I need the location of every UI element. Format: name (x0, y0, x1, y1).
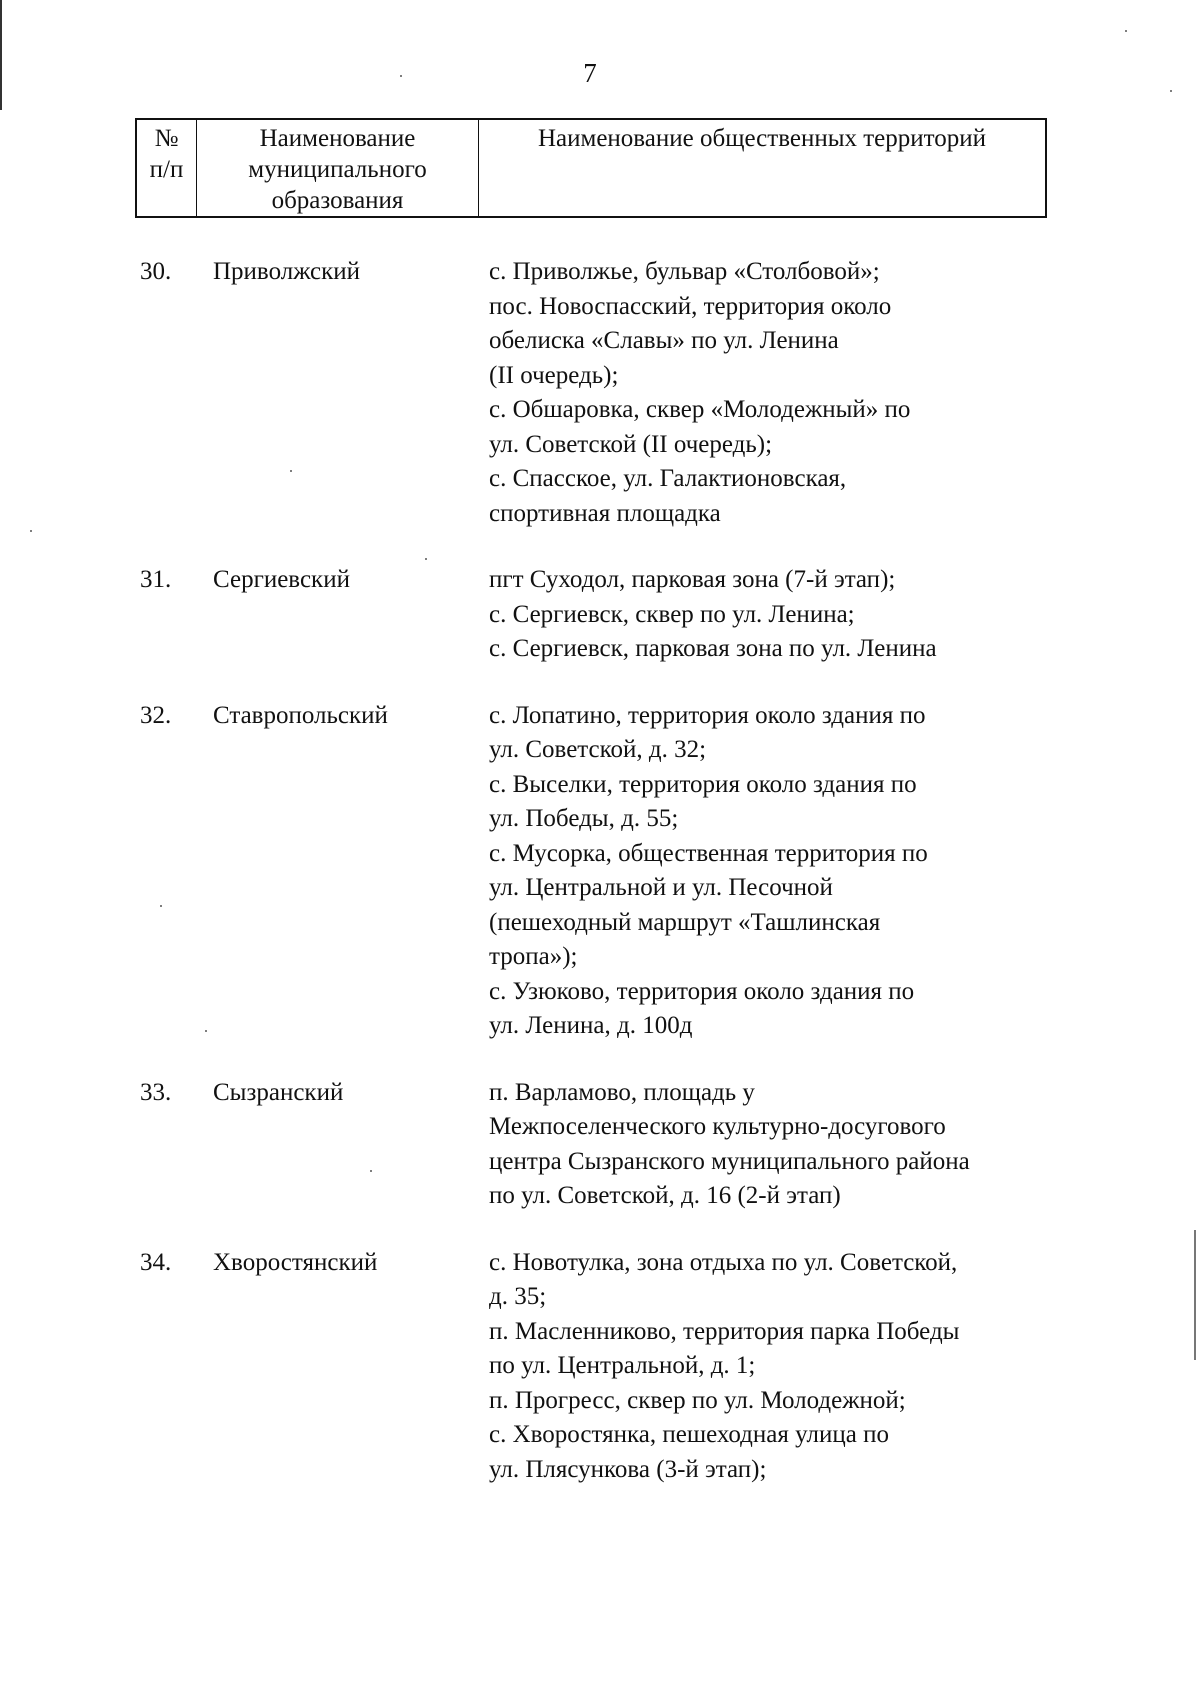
row-number: 31. (140, 566, 172, 593)
row-municipality: Сызранский (213, 1078, 344, 1106)
row-municipality: Сергиевский (213, 566, 350, 593)
scan-speck (30, 530, 32, 532)
territory-line: тропа»); (489, 943, 578, 970)
territory-line: с. Узюково, территория около здания по (489, 977, 915, 1005)
territory-line: ул. Советской, д. 32; (489, 736, 707, 763)
territory-line: обелиска «Славы» по ул. Ленина (489, 327, 839, 354)
territory-line: с. Приволжье, бульвар «Столбовой»; (489, 258, 880, 285)
table-body (0, 255, 1200, 1519)
header-municipality-line: муниципального (248, 156, 427, 183)
territory-line: ул. Центральной и ул. Песочной (489, 874, 833, 901)
row-number: 34. (140, 1248, 172, 1276)
territory-line: п. Варламово, площадь у (489, 1078, 755, 1106)
table-row (0, 1246, 1200, 1488)
row-municipality: Хворостянский (213, 1248, 378, 1276)
territory-line: ул. Победы, д. 55; (489, 805, 679, 832)
territory-line: ул. Ленина, д. 100д (489, 1012, 693, 1039)
header-cell-municipality (196, 120, 478, 216)
scan-speck (370, 1170, 372, 1172)
table-row (0, 1076, 1200, 1214)
table-header (135, 118, 1047, 218)
header-cell-territories (478, 120, 1045, 216)
row-territories (489, 1076, 1089, 1214)
row-municipality: Ставропольский (213, 701, 388, 729)
territory-line: п. Масленниково, территория парка Победы (489, 1317, 960, 1345)
scan-speck (160, 905, 162, 907)
header-municipality-line: образования (271, 187, 404, 214)
territory-line: спортивная площадка (489, 499, 721, 527)
header-territories-line: Наименование общественных территорий (537, 125, 987, 152)
territory-line: с. Сергиевск, сквер по ул. Ленина; (489, 600, 855, 628)
scan-edge (0, 0, 2, 110)
territory-line: ул. Советской (II очередь); (489, 430, 773, 458)
territory-line: с. Сергиевск, парковая зона по ул. Ленина (489, 635, 937, 662)
territory-line: по ул. Советской, д. 16 (2-й этап) (489, 1182, 841, 1209)
territory-line: (пешеходный маршрут «Ташлинская (489, 908, 881, 936)
territory-line: с. Выселки, территория около здания по (489, 770, 917, 798)
scan-speck (1125, 30, 1127, 32)
table-row (0, 699, 1200, 1044)
scan-speck (205, 1030, 207, 1032)
territory-line: с. Лопатино, территория около здания по (489, 701, 926, 729)
territory-line: пгт Суходол, парковая зона (7-й этап); (489, 566, 896, 593)
territory-line: д. 35; (489, 1283, 547, 1310)
territory-line: Межпоселенческого культурно-досугового (489, 1113, 946, 1140)
territory-line: с. Мусорка, общественная территория по (489, 839, 928, 867)
header-number-line: № (154, 125, 179, 152)
page-number: 7 (583, 58, 597, 88)
territory-line: по ул. Центральной, д. 1; (489, 1352, 756, 1379)
scan-edge (1194, 1230, 1196, 1360)
row-municipality: Приволжский (213, 258, 361, 285)
scan-speck (400, 75, 402, 77)
territory-line: с. Обшаровка, сквер «Молодежный» по (489, 396, 911, 423)
table-row (0, 563, 1200, 667)
header-cell-number (137, 120, 196, 216)
scan-speck (1170, 90, 1172, 92)
header-municipality-line: Наименование (259, 125, 416, 152)
row-number: 30. (140, 258, 172, 285)
row-territories (489, 255, 1089, 531)
scan-speck (425, 558, 427, 560)
row-number: 32. (140, 701, 172, 729)
table-row (0, 255, 1200, 531)
header-number-line: п/п (149, 156, 184, 183)
territory-line: с. Спасское, ул. Галактионовская, (489, 465, 847, 492)
territory-line: с. Хворостянка, пешеходная улица по (489, 1421, 889, 1448)
territory-line: центра Сызранского муниципального района (489, 1147, 970, 1175)
territory-line: с. Новотулка, зона отдыха по ул. Советской, (489, 1248, 958, 1276)
row-number: 33. (140, 1078, 172, 1106)
territory-line: пос. Новоспасский, территория около (489, 292, 892, 320)
row-territories (489, 699, 1089, 1044)
row-territories (489, 563, 1089, 667)
row-territories (489, 1246, 1089, 1488)
territory-line: ул. Плясункова (3-й этап); (489, 1455, 767, 1483)
scan-speck (290, 470, 292, 472)
territory-line: п. Прогресс, сквер по ул. Молодежной; (489, 1386, 906, 1414)
territory-line: (II очередь); (489, 361, 619, 389)
